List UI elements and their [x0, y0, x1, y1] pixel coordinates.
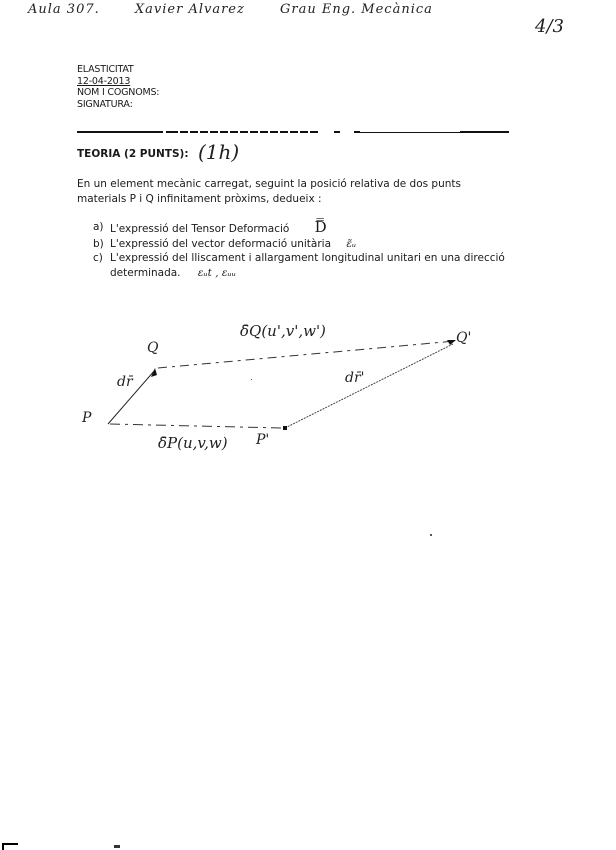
- label-dr: dr̄: [117, 374, 133, 390]
- degree-note: Grau Eng. Mecànica: [279, 2, 433, 17]
- label-deltaQ: δ̄Q(u',v',w'): [240, 322, 326, 340]
- label-dr-prime: dr̄': [345, 370, 365, 386]
- scan-speck: [251, 379, 252, 380]
- name-label: NOM I COGNOMS:: [77, 87, 160, 98]
- item-text: L'expressió del vector deformació unitària: [110, 237, 332, 250]
- item-label: b): [93, 237, 104, 250]
- item-text: L'expressió del lliscament i allargament longitudinal unitari en una direcció determinada.: [110, 252, 505, 279]
- label-P: P: [82, 410, 92, 426]
- tensor-symbol: D̿: [314, 218, 327, 236]
- dr-arrowhead-icon: [151, 368, 157, 377]
- exam-date: 12-04-2013: [77, 75, 131, 87]
- item-label: c): [93, 252, 103, 264]
- question-intro: En un element mecànic carregat, seguint la posició relativa de dos punts materials P i Q infinitament pròxims, dedueix :: [77, 178, 461, 205]
- scan-corner-mark: [2, 843, 18, 850]
- page-mark: 4/3: [535, 16, 564, 37]
- scan-speck: [430, 534, 432, 536]
- deltaQ-displacement-line: [158, 341, 455, 368]
- signature-label: SIGNATURA:: [77, 98, 133, 110]
- dr-prime-vector-line: [285, 344, 453, 428]
- label-Q-prime: Q': [456, 330, 472, 346]
- item-text: L'expressió del Tensor Deformació: [110, 223, 290, 235]
- subject: ELASTICITAT: [77, 64, 134, 75]
- strain-vector-symbol: ε̃ᵤ: [346, 237, 357, 250]
- item-label: a): [93, 221, 104, 233]
- student-name: Xavier Alvarez: [134, 2, 245, 17]
- handwritten-score: (1h): [198, 140, 240, 164]
- label-Q: Q: [147, 340, 159, 356]
- p-prime-point: [283, 426, 287, 430]
- room-note: Aula 307.: [28, 2, 100, 17]
- label-deltaP: δ̄P(u,v,w): [158, 434, 228, 452]
- deltaP-displacement-line: [110, 424, 283, 428]
- shear-elongation-symbol: εᵤt , εᵤᵤ: [197, 266, 236, 279]
- section-title: TEORIA (2 PUNTS):: [77, 148, 189, 160]
- label-P-prime: P': [256, 432, 270, 448]
